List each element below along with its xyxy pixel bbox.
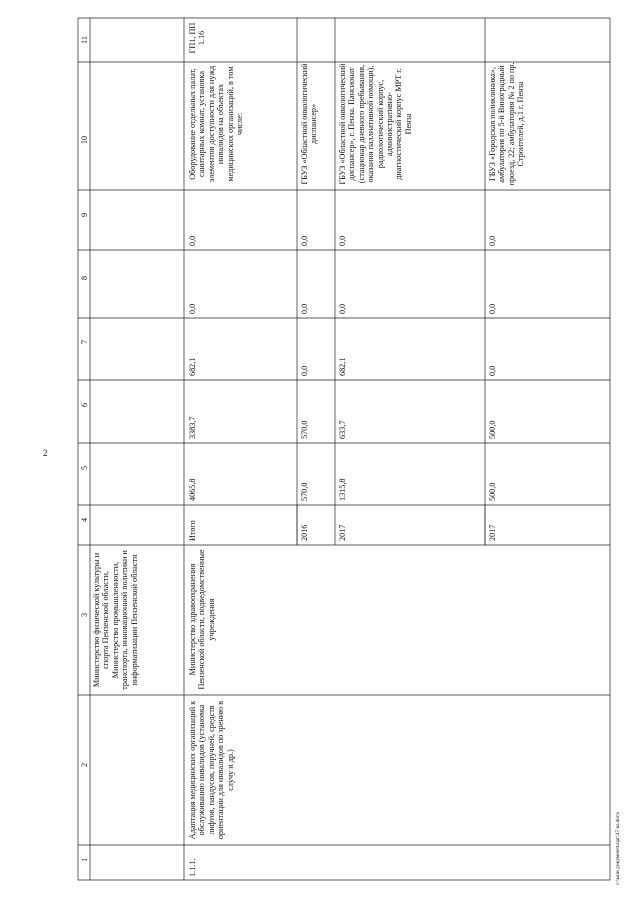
sub-row-1-col8: 0,0 [300, 303, 309, 314]
total-col9: 0,0 [188, 235, 197, 246]
col-header-1: 1 [80, 857, 89, 863]
sub-row-3-year: 2017 [488, 524, 497, 541]
prev-executor-cell: Министерство физической культуры и спорта Пензенской области, Министерство промышленности, транспорта, инновационной политики и информатизации Пензенской области [92, 550, 139, 690]
sub-row-2-col9: 0,0 [338, 235, 347, 246]
total-col6: 3383,7 [188, 416, 197, 439]
sub-row-2-total: 1315,8 [338, 478, 347, 501]
sub-row-2-result: ГБУЗ «Областной онкологический диспансер», г. Пенза. Пансионат (стационар дневного пребывания, оказания паллиативной помощи), радиологический корпус, административно-диагностический корпус МРТ г. Пенза [338, 63, 413, 185]
sub-row-3-col7: 0,0 [488, 365, 497, 376]
col-header-6: 6 [80, 402, 89, 408]
sub-row-1-col6: 570,0 [300, 420, 309, 439]
total-col7: 682,1 [188, 357, 197, 376]
col-header-4: 4 [80, 517, 89, 523]
col-header-10: 10 [80, 135, 89, 145]
row-number: 1.1.1. [188, 858, 197, 877]
code-cell: ГП1, ПП 1.16 [188, 22, 207, 54]
sub-row-2-col8: 0,0 [338, 303, 347, 314]
sub-row-1-total: 570,0 [300, 482, 309, 501]
total-label: Итого [188, 520, 197, 541]
total-col8: 0,0 [188, 303, 197, 314]
col-header-9: 9 [80, 212, 89, 218]
sub-row-3-col8: 0,0 [488, 303, 497, 314]
sub-row-3-col9: 0,0 [488, 235, 497, 246]
sub-row-1-col7: 0,0 [300, 365, 309, 376]
sub-row-3-result: ГБУЗ «Городская поликлиника», амбулатория по 5-й Виноградный проезд, 22; амбулатория № 2 по пр. Строителей, д.1 г. Пенза [488, 62, 526, 186]
executor-cell: Министерство здравоохранения Пензенской области, подведомственные учреждения [188, 549, 216, 690]
col-header-8: 8 [80, 275, 89, 281]
total-value: 4065,8 [188, 478, 197, 501]
result-cell: Оборудование отдельных палат, санитарных комнат, установка элементов доступности для нужд инвалидов на объектах медицинских организаций, в том числе: [188, 65, 245, 183]
col-header-2: 2 [80, 762, 89, 768]
col-header-11: 11 [80, 36, 89, 44]
sub-row-3-total: 500,0 [488, 482, 497, 501]
action-cell: Адаптация медицинских организаций к обслуживанию инвалидов (установка лифтов, пандусов, поручней, средств ориентации для инвалидов по зрению в случу и др.) [188, 700, 235, 840]
sub-row-2-col7: 682,1 [338, 357, 347, 376]
col-header-5: 5 [80, 465, 89, 471]
sub-row-1-result: ГБУЗ «Областной онкологический диспансер» [300, 63, 319, 185]
sub-row-2-col6: 633,7 [338, 420, 347, 439]
footer-path: c:\мои документы\pr\47-ш.docx [615, 811, 621, 885]
col-header-7: 7 [80, 339, 89, 345]
sub-row-1-year: 2016 [300, 524, 309, 541]
sub-row-2-year: 2017 [338, 524, 347, 541]
sub-row-1-col9: 0,0 [300, 235, 309, 246]
sub-row-3-col6: 500,0 [488, 420, 497, 439]
page-number: 2 [43, 448, 48, 458]
col-header-3: 3 [80, 612, 89, 618]
